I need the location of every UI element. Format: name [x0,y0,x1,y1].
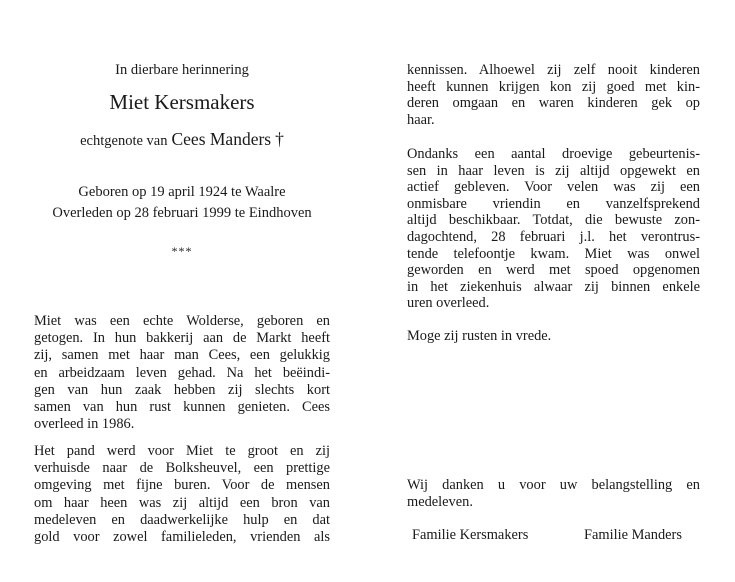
text-line: Ondanks een aantal droevige gebeurtenis- [407,146,700,162]
signature-kersmakers: Familie Kersmakers [412,527,529,543]
text-line: altijd beschikbaar. Totdat, die bewuste zon- [407,212,700,229]
text-line: medeleven. [407,493,473,510]
right-paragraph-1 [407,62,700,128]
text-line: getogen. In hun bakkerij aan de Markt heeft [34,330,330,347]
text-line: samen van hun rust kunnen genieten. Cees [34,399,330,416]
left-paragraph-1 [34,313,330,433]
signature-manders: Familie Manders [584,527,682,543]
cross-symbol: † [275,129,284,149]
spouse-line [34,129,330,150]
right-paragraph-3 [407,328,700,345]
text-line: Moge zij rusten in vrede. [407,328,552,344]
separator: *** [171,244,193,258]
text-line: en arbeidzaam leven gehad. Na het beëindi- [34,364,330,381]
right-paragraph-2 [407,146,700,312]
text-line: haar. [407,111,435,128]
death-line: Overleden op 28 februari 1999 te Eindhoven [52,205,312,221]
text-line: gold voor zowel familieleden, vrienden als [34,529,330,546]
text-line: deren omgaan en waren kinderen gek op [407,95,700,112]
text-line: zij, samen met haar man Cees, een gelukkig [34,347,330,364]
text-line: kennissen. Alhoewel zij zelf nooit kinderen [407,62,700,78]
right-paragraph-4 [407,477,700,510]
text-line: overleed in 1986. [34,416,135,433]
intro-text: In dierbare herinnering [115,62,249,78]
text-line: sen in haar leven is zij altijd opgewekt en [407,162,700,179]
text-line: omgeving met fijne buren. Voor de mensen [34,477,330,494]
text-line: Wij danken u voor uw belangstelling en [407,477,700,493]
text-line: actief gebleven. Voor velen was zij een [407,179,700,196]
text-line: heeft kunnen krijgen kon zij goed met kin- [407,78,700,95]
birth-line: Geboren op 19 april 1924 te Waalre [78,184,286,200]
text-line: gen van hun zaak hebben zij slechts kort [34,381,330,398]
left-paragraph-2 [34,443,330,546]
text-line: tende telefoontje kwam. Miet was onwel [407,245,700,262]
text-line: in het ziekenhuis alwaar zij binnen enkele [407,278,700,295]
text-line: verhuisde naar de Bolksheuvel, een prettige [34,460,330,477]
spouse-name: Cees Manders [171,129,272,149]
spouse-prefix: echtgenote van [80,133,168,149]
text-line: medeleven en daadwerkelijke hulp en dat [34,511,330,528]
deceased-name: Miet Kersmakers [109,90,255,114]
text-line: dagochtend, 28 februari j.l. het verontrus- [407,228,700,245]
text-line: Miet was een echte Wolderse, geboren en [34,313,330,329]
text-line: Het pand werd voor Miet te groot en zij [34,443,330,459]
text-line: geworden en werd met spoed opgenomen [407,262,700,279]
text-line: onmisbare vriendin en vanzelfsprekend [407,195,700,212]
text-line: uren overleed. [407,295,490,312]
text-line: om haar heen was zij altijd een bron van [34,494,330,511]
